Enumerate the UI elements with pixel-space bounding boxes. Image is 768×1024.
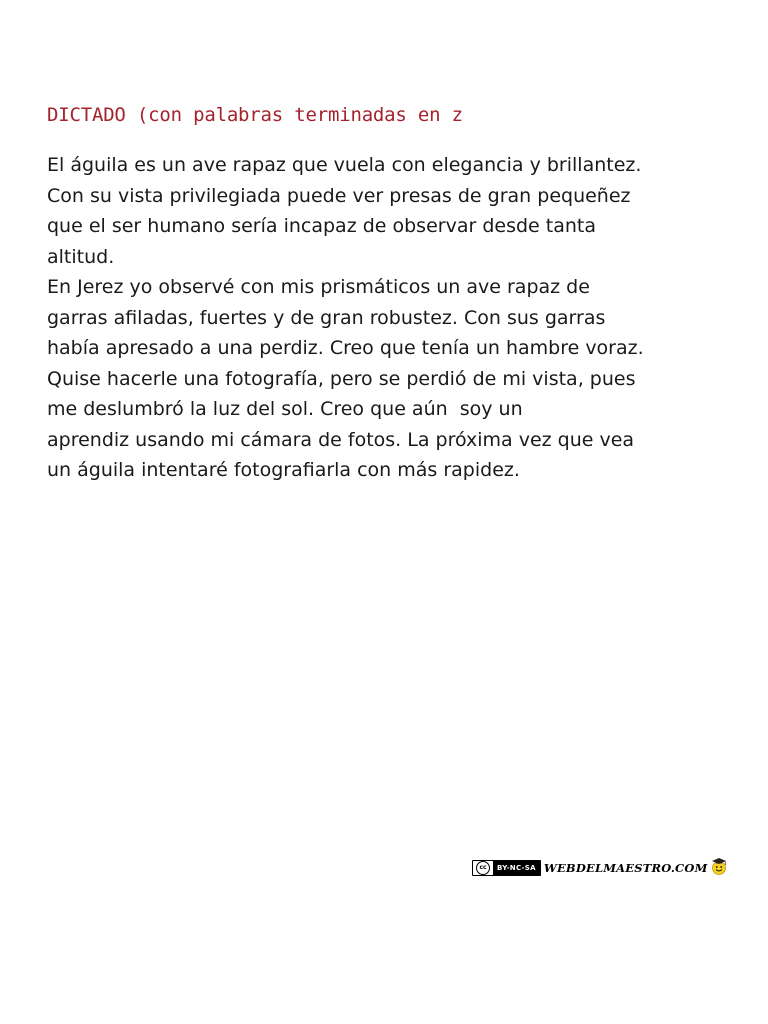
text-line: El águila es un ave rapaz que vuela con elegancia y brillantez. — [47, 154, 642, 176]
cc-license-badge[interactable] — [472, 860, 541, 876]
dictation-text — [47, 150, 747, 486]
document-title: DICTADO (con palabras terminadas en z — [47, 104, 463, 126]
cc-symbol: cc — [476, 861, 490, 875]
text-line: Con su vista privilegiada puede ver presas de gran pequeñez — [47, 184, 631, 207]
cc-icon — [473, 861, 493, 875]
graduate-smiley-icon — [709, 856, 729, 876]
text-line: Quise hacerle una fotografía, pero se perdió de mi vista, pues — [47, 367, 636, 390]
text-line: garras afiladas, fuertes y de gran robustez. Con sus garras — [47, 306, 606, 329]
site-name-link[interactable]: WEBDELMAESTRO.COM — [543, 861, 708, 875]
text-line: me deslumbró la luz del sol. Creo que aún soy un — [47, 398, 523, 420]
text-line: había apresado a una perdiz. Creo que tenía un hambre voraz. — [47, 337, 644, 359]
cc-license-label: BY-NC-SA — [497, 864, 536, 872]
footer-credit — [472, 857, 729, 879]
text-line: que el ser humano sería incapaz de observar desde tanta — [47, 215, 596, 237]
text-line: En Jerez yo observé con mis prismáticos un ave rapaz de — [47, 276, 590, 298]
text-line: aprendiz usando mi cámara de fotos. La próxima vez que vea — [47, 428, 635, 451]
text-line: un águila intentaré fotografiarla con más rapidez. — [47, 459, 520, 481]
text-line: altitud. — [47, 245, 115, 268]
